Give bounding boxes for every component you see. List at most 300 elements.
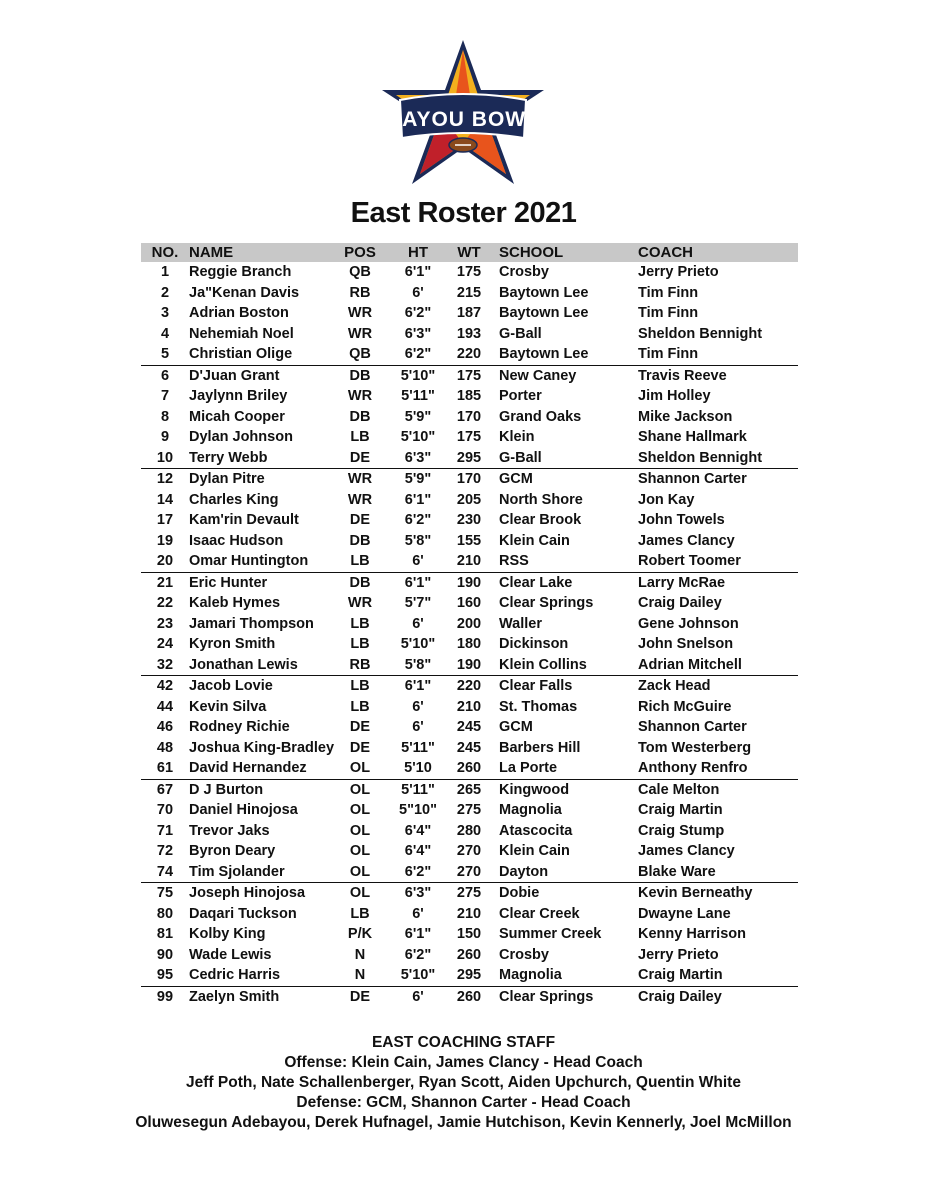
cell-pos: DE: [349, 988, 371, 1005]
cell-name: Kam'rin Devault: [189, 512, 299, 529]
cell-wt: 210: [456, 905, 482, 922]
cell-school: Dobie: [499, 885, 540, 902]
cell-name: Jonathan Lewis: [189, 655, 335, 676]
cell-wt: 260: [456, 946, 482, 963]
cell-coach: Mike Jackson: [638, 408, 733, 425]
cell-coach: Craig Martin: [638, 965, 798, 986]
cell-name: Joshua King-Bradley: [189, 739, 335, 756]
cell-school: Summer Creek: [499, 926, 602, 943]
cell-name: Kaleb Hymes: [189, 595, 281, 612]
cell-wt: 245: [456, 739, 482, 756]
table-row: [141, 738, 798, 759]
cell-school: Klein: [499, 429, 535, 446]
cell-name: D'Juan Grant: [189, 367, 280, 384]
table-row: [141, 697, 798, 718]
cell-ht: 5'8": [404, 532, 432, 549]
cell-name: Eric Hunter: [189, 574, 268, 591]
cell-pos: OL: [349, 781, 371, 798]
cell-school: GCM: [499, 471, 533, 488]
cell-pos: OL: [335, 758, 385, 779]
cell-school: Dickinson: [499, 636, 569, 653]
cell-coach: Shane Hallmark: [638, 429, 747, 446]
cell-no: 74: [141, 862, 189, 883]
cell-coach: Anthony Renfro: [638, 758, 798, 779]
cell-pos: WR: [347, 305, 373, 322]
table-row: [141, 945, 798, 966]
cell-pos: WR: [347, 491, 373, 508]
cell-name: Ja"Kenan Davis: [189, 284, 300, 301]
cell-pos: DE: [349, 512, 371, 529]
cell-coach: Jerry Prieto: [638, 946, 719, 963]
cell-coach: Craig Stump: [638, 822, 725, 839]
table-row: [141, 614, 798, 635]
cell-pos: LB: [350, 678, 370, 695]
cell-coach: Jon Kay: [638, 491, 695, 508]
table-row: [141, 407, 798, 428]
cell-wt: 175: [456, 264, 482, 281]
cell-coach: Jerry Prieto: [638, 264, 719, 281]
table-row: [141, 779, 798, 800]
cell-ht: 6'2": [404, 305, 432, 322]
cell-no: 21: [156, 574, 174, 591]
cell-pos: DB: [349, 574, 371, 591]
roster-header-row: [141, 243, 798, 262]
cell-no: 72: [156, 843, 174, 860]
cell-ht: 5'10": [400, 367, 436, 384]
cell-school: New Caney: [499, 367, 577, 384]
cell-ht: 5'9": [404, 471, 432, 488]
cell-school: Grand Oaks: [499, 408, 582, 425]
cell-ht: 6': [412, 988, 424, 1005]
cell-name: Adrian Boston: [189, 305, 289, 322]
cell-coach: Tim Finn: [638, 284, 699, 301]
bayou-bowl-logo: [378, 38, 548, 188]
cell-pos: OL: [349, 822, 371, 839]
cell-pos: P/K: [347, 926, 373, 943]
cell-ht: 5'10": [400, 636, 436, 653]
cell-name: Jamari Thompson: [189, 615, 314, 632]
cell-name: Dylan Johnson: [189, 429, 293, 446]
cell-wt: 200: [456, 615, 482, 632]
cell-name: D J Burton: [189, 781, 264, 798]
cell-name: Trevor Jaks: [189, 822, 270, 839]
cell-school: Clear Creek: [499, 905, 580, 922]
cell-pos: WR: [347, 325, 373, 342]
cell-school: Magnolia: [499, 802, 562, 819]
cell-pos: OL: [335, 862, 385, 883]
cell-coach: Robert Toomer: [638, 551, 798, 572]
table-row: [141, 841, 798, 862]
cell-pos: RB: [349, 284, 371, 301]
cell-coach: Blake Ware: [638, 862, 798, 883]
table-row: [141, 883, 798, 904]
cell-name: Christian Olige: [189, 344, 335, 365]
cell-coach: Jim Holley: [638, 388, 711, 405]
cell-school: Clear Springs: [499, 595, 594, 612]
table-row: [141, 634, 798, 655]
cell-wt: 205: [456, 491, 482, 508]
cell-ht: 5'10": [400, 429, 436, 446]
cell-ht: 6'2": [404, 946, 432, 963]
table-row: [141, 655, 798, 676]
cell-ht: 6'2": [385, 344, 451, 365]
cell-wt: 210: [451, 551, 487, 572]
cell-school: Klein Cain: [499, 843, 570, 860]
cell-ht: 6'2": [385, 862, 451, 883]
cell-pos: OL: [349, 802, 371, 819]
cell-name: Rodney Richie: [189, 719, 290, 736]
cell-pos: QB: [335, 344, 385, 365]
cell-pos: LB: [350, 905, 370, 922]
cell-ht: 5'9": [404, 408, 432, 425]
table-row: [141, 365, 798, 386]
cell-coach: James Clancy: [638, 843, 735, 860]
table-row: [141, 593, 798, 614]
cell-wt: 280: [456, 822, 482, 839]
cell-wt: 190: [451, 655, 487, 676]
cell-coach: Sheldon Bennight: [638, 448, 798, 469]
cell-ht: 6'4": [404, 822, 432, 839]
cell-ht: 6'1": [404, 264, 432, 281]
table-row: [141, 717, 798, 738]
cell-name: Dylan Pitre: [189, 471, 265, 488]
cell-coach: Dwayne Lane: [638, 905, 731, 922]
cell-no: 4: [160, 325, 170, 342]
cell-ht: 6'3": [404, 885, 432, 902]
cell-ht: 6': [412, 719, 424, 736]
header-ht: HT: [385, 243, 451, 262]
cell-ht: 5'11": [401, 739, 435, 756]
cell-school: RSS: [487, 551, 638, 572]
cell-name: Kyron Smith: [189, 636, 276, 653]
cell-no: 19: [156, 532, 174, 549]
cell-wt: 187: [456, 305, 482, 322]
cell-wt: 170: [456, 408, 482, 425]
cell-school: G-Ball: [487, 448, 638, 469]
cell-no: 80: [156, 905, 174, 922]
cell-school: Klein Collins: [487, 655, 638, 676]
table-row: [141, 427, 798, 448]
cell-school: Clear Falls: [499, 678, 573, 695]
cell-pos: DE: [335, 448, 385, 469]
cell-wt: 180: [456, 636, 482, 653]
header-no: NO.: [141, 243, 189, 262]
cell-wt: 155: [456, 532, 482, 549]
cell-no: 90: [156, 946, 174, 963]
cell-wt: 260: [451, 758, 487, 779]
cell-coach: Craig Dailey: [638, 988, 722, 1005]
cell-school: St. Thomas: [499, 698, 578, 715]
logo-text: BAYOU BOWL: [386, 108, 540, 131]
cell-name: Nehemiah Noel: [189, 325, 294, 342]
cell-no: 48: [156, 739, 174, 756]
cell-school: Magnolia: [487, 965, 638, 986]
cell-school: GCM: [499, 719, 533, 736]
cell-name: Omar Huntington: [189, 551, 335, 572]
cell-no: 20: [141, 551, 189, 572]
cell-no: 70: [156, 802, 174, 819]
cell-no: 81: [156, 926, 174, 943]
cell-name: Kevin Silva: [189, 698, 267, 715]
cell-ht: 5'10": [385, 965, 451, 986]
cell-coach: Larry McRae: [638, 574, 726, 591]
cell-ht: 6': [412, 284, 424, 301]
table-row: [141, 324, 798, 345]
table-row: [141, 490, 798, 511]
cell-ht: 6'3": [404, 325, 432, 342]
cell-wt: 160: [456, 595, 482, 612]
cell-name: Tim Sjolander: [189, 862, 335, 883]
cell-coach: James Clancy: [638, 532, 735, 549]
cell-ht: 6': [385, 551, 451, 572]
cell-wt: 210: [456, 698, 482, 715]
cell-ht: 5'8": [385, 655, 451, 676]
cell-wt: 175: [456, 429, 482, 446]
cell-pos: DE: [349, 739, 371, 756]
table-row: [141, 531, 798, 552]
cell-pos: LB: [350, 615, 370, 632]
cell-no: 46: [156, 719, 174, 736]
cell-no: 2: [160, 284, 170, 301]
cell-name: Jacob Lovie: [189, 678, 273, 695]
cell-pos: WR: [347, 595, 373, 612]
table-row: [141, 262, 798, 283]
cell-ht: 6'1": [404, 491, 432, 508]
cell-no: 17: [156, 512, 174, 529]
roster-table: [141, 243, 798, 1007]
cell-name: Joseph Hinojosa: [189, 885, 306, 902]
star-logo-icon: [378, 38, 548, 188]
cell-school: Kingwood: [499, 781, 570, 798]
table-row: [141, 283, 798, 304]
cell-coach: Tim Finn: [638, 344, 798, 365]
table-row: [141, 572, 798, 593]
cell-no: 5: [141, 344, 189, 365]
cell-name: Terry Webb: [189, 448, 335, 469]
cell-school: Porter: [499, 388, 542, 405]
cell-ht: 6'1": [404, 574, 432, 591]
cell-pos: OL: [349, 885, 371, 902]
cell-pos: LB: [350, 429, 370, 446]
cell-ht: 5'10: [385, 758, 451, 779]
cell-school: Atascocita: [499, 822, 573, 839]
cell-ht: 5'11": [401, 781, 435, 798]
staff-offense-head: Offense: Klein Cain, James Clancy - Head Coach: [284, 1054, 643, 1071]
cell-ht: 6': [412, 615, 424, 632]
cell-ht: 6'3": [385, 448, 451, 469]
cell-school: Barbers Hill: [499, 739, 581, 756]
cell-school: Baytown Lee: [499, 284, 589, 301]
cell-coach: Kenny Harrison: [638, 926, 746, 943]
cell-coach: Craig Dailey: [638, 595, 722, 612]
cell-coach: John Towels: [638, 512, 725, 529]
cell-no: 6: [160, 367, 170, 384]
cell-pos: DB: [349, 408, 371, 425]
cell-name: Micah Cooper: [189, 408, 285, 425]
cell-pos: WR: [347, 471, 373, 488]
table-row: [141, 758, 798, 779]
cell-pos: LB: [350, 698, 370, 715]
header-pos: POS: [335, 243, 385, 262]
staff-defense-head: Defense: GCM, Shannon Carter - Head Coach: [296, 1094, 631, 1111]
cell-wt: 265: [456, 781, 482, 798]
cell-wt: 190: [456, 574, 482, 591]
cell-name: Wade Lewis: [189, 946, 272, 963]
cell-school: Klein Cain: [499, 532, 570, 549]
cell-no: 32: [141, 655, 189, 676]
cell-school: Waller: [499, 615, 542, 632]
cell-no: 14: [156, 491, 174, 508]
header-coach: COACH: [638, 243, 798, 262]
table-row: [141, 551, 798, 572]
cell-name: Byron Deary: [189, 843, 276, 860]
cell-wt: 230: [456, 512, 482, 529]
cell-coach: Travis Reeve: [638, 367, 727, 384]
cell-ht: 6': [412, 905, 424, 922]
cell-coach: Tom Westerberg: [638, 739, 752, 756]
cell-no: 24: [156, 636, 174, 653]
staff-heading: EAST COACHING STAFF: [371, 1034, 556, 1051]
cell-wt: 185: [456, 388, 482, 405]
cell-name: Zaelyn Smith: [189, 988, 280, 1005]
cell-coach: Adrian Mitchell: [638, 655, 798, 676]
cell-coach: Kevin Berneathy: [638, 885, 753, 902]
cell-wt: 215: [456, 284, 482, 301]
cell-ht: 6'4": [404, 843, 432, 860]
cell-wt: 275: [456, 802, 482, 819]
cell-school: Clear Springs: [499, 988, 594, 1005]
cell-wt: 220: [451, 344, 487, 365]
cell-pos: LB: [350, 636, 370, 653]
cell-name: Jaylynn Briley: [189, 388, 288, 405]
cell-ht: 6': [412, 698, 424, 715]
cell-ht: 5"10": [399, 802, 437, 819]
coaching-staff: [0, 1033, 927, 1133]
table-row: [141, 904, 798, 925]
header-name: NAME: [189, 243, 335, 262]
cell-wt: 193: [456, 325, 482, 342]
cell-ht: 6'1": [404, 678, 432, 695]
cell-coach: Shannon Carter: [638, 471, 747, 488]
cell-name: Daqari Tuckson: [189, 905, 297, 922]
cell-no: 23: [156, 615, 174, 632]
cell-pos: LB: [335, 551, 385, 572]
cell-name: Reggie Branch: [189, 264, 292, 281]
table-row: [141, 965, 798, 986]
cell-school: La Porte: [487, 758, 638, 779]
cell-name: Daniel Hinojosa: [189, 802, 298, 819]
cell-coach: Tim Finn: [638, 305, 699, 322]
cell-no: 95: [141, 965, 189, 986]
cell-no: 61: [141, 758, 189, 779]
cell-pos: DB: [349, 532, 371, 549]
table-row: [141, 924, 798, 945]
cell-school: Clear Lake: [499, 574, 573, 591]
cell-school: Crosby: [499, 946, 549, 963]
cell-wt: 275: [456, 885, 482, 902]
header-school: SCHOOL: [487, 243, 638, 262]
cell-coach: Rich McGuire: [638, 698, 732, 715]
cell-pos: RB: [335, 655, 385, 676]
cell-no: 99: [156, 988, 174, 1005]
cell-school: Dayton: [487, 862, 638, 883]
cell-no: 67: [156, 781, 174, 798]
cell-name: David Hernandez: [189, 758, 335, 779]
cell-pos: N: [335, 965, 385, 986]
cell-no: 10: [141, 448, 189, 469]
page-title: East Roster 2021: [350, 197, 577, 229]
staff-defense-assistants: Oluwesegun Adebayou, Derek Hufnagel, Jamie Hutchison, Kevin Kennerly, Joel McMillon: [135, 1114, 792, 1131]
cell-ht: 5'7": [404, 595, 432, 612]
cell-wt: 170: [456, 471, 482, 488]
cell-no: 44: [156, 698, 174, 715]
cell-wt: 270: [451, 862, 487, 883]
cell-wt: 245: [456, 719, 482, 736]
cell-name: Cedric Harris: [189, 965, 335, 986]
cell-wt: 295: [451, 965, 487, 986]
cell-name: Isaac Hudson: [189, 532, 284, 549]
cell-school: Baytown Lee: [487, 344, 638, 365]
cell-no: 22: [156, 595, 174, 612]
cell-pos: DB: [349, 367, 371, 384]
cell-wt: 295: [451, 448, 487, 469]
table-row: [141, 986, 798, 1007]
cell-ht: 6'1": [404, 926, 432, 943]
cell-wt: 150: [456, 926, 482, 943]
cell-no: 9: [160, 429, 170, 446]
cell-name: Charles King: [189, 491, 279, 508]
table-row: [141, 344, 798, 365]
cell-coach: Sheldon Bennight: [638, 325, 763, 342]
cell-pos: N: [354, 946, 366, 963]
cell-school: Baytown Lee: [499, 305, 589, 322]
staff-offense-assistants: Jeff Poth, Nate Schallenberger, Ryan Scott, Aiden Upchurch, Quentin White: [186, 1074, 741, 1091]
table-row: [141, 676, 798, 697]
cell-wt: 220: [456, 678, 482, 695]
cell-school: Crosby: [499, 264, 549, 281]
cell-coach: Cale Melton: [638, 781, 720, 798]
cell-coach: John Snelson: [638, 636, 734, 653]
cell-pos: QB: [349, 264, 371, 281]
cell-ht: 5'11": [401, 388, 435, 405]
table-row: [141, 800, 798, 821]
table-row: [141, 303, 798, 324]
cell-school: North Shore: [499, 491, 583, 508]
cell-coach: Zack Head: [638, 678, 711, 695]
cell-coach: Gene Johnson: [638, 615, 739, 632]
cell-school: G-Ball: [499, 325, 542, 342]
cell-ht: 6'2": [404, 512, 432, 529]
cell-no: 12: [156, 471, 174, 488]
cell-pos: WR: [347, 388, 373, 405]
table-row: [141, 510, 798, 531]
cell-no: 3: [160, 305, 170, 322]
roster-body: [141, 262, 798, 1007]
cell-no: 1: [160, 264, 170, 281]
cell-no: 71: [156, 822, 174, 839]
cell-wt: 260: [456, 988, 482, 1005]
cell-wt: 270: [456, 843, 482, 860]
cell-no: 8: [160, 408, 170, 425]
cell-pos: DE: [349, 719, 371, 736]
table-row: [141, 386, 798, 407]
cell-wt: 175: [456, 367, 482, 384]
header-wt: WT: [451, 243, 487, 262]
table-row: [141, 469, 798, 490]
cell-no: 7: [160, 388, 170, 405]
cell-coach: Craig Martin: [638, 802, 723, 819]
cell-no: 75: [156, 885, 174, 902]
